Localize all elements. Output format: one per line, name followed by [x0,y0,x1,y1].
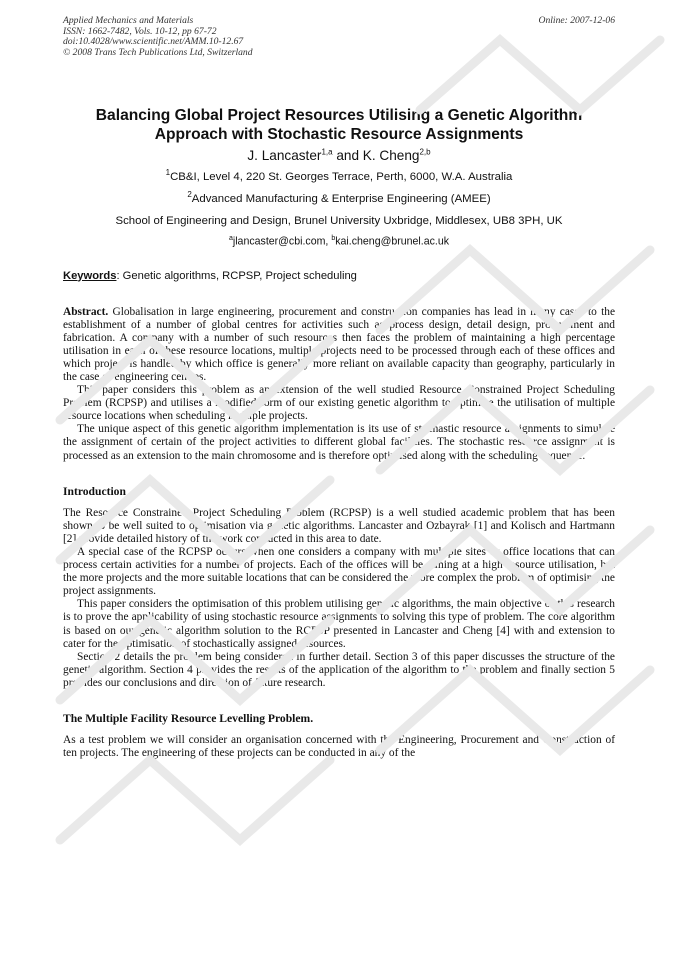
author-1-sup: 1,a [321,147,333,157]
journal-name: Applied Mechanics and Materials [63,15,194,26]
intro-paragraph-2: A special case of the RCPSP occurs when one considers a company with multiple sites or office locations that can process certain activities for a number of projects. Each of the offices will be aiming at a high resource utilisation, but the more projects and the more suitable locations that can be considered the more complex the problem of optimising the project assignments. [63,545,615,598]
affiliation-1 [63,170,615,185]
abstract-paragraph-3: The unique aspect of this genetic algorithm implementation is its use of stochastic resource assignments to simulate the assignment of certain of the project activities to different global facilities. The stochastic resource assignment is processed as an extension to the main chromosome and is therefore optimised along with the scheduling sequence. [63,423,615,462]
email-1-sup: a [228,235,233,242]
section-2-heading: The Multiple Facility Resource Levelling Problem. [63,711,314,725]
title-line-2: Approach with Stochastic Resource Assignments [154,126,524,143]
email-2: kai.cheng@brunel.ac.uk [335,235,450,248]
email-1: jlancaster@cbi.com, [232,235,332,248]
author-2: K. Cheng [362,148,420,163]
affiliation-3: School of Engineering and Design, Brunel University Uxbridge, Middlesex, UB8 3PH, UK [115,215,563,227]
publication-meta [63,16,615,64]
affiliation-2-text: Advanced Manufacturing & Enterprise Engineering (AMEE) [191,193,491,205]
keywords-label: Keywords [63,269,117,282]
affiliation-2 [63,192,615,207]
email-2-sup: b [331,235,336,242]
author-line [63,147,615,165]
abstract-label: Abstract. [63,305,109,318]
title-line-1: Balancing Global Project Resources Utilising a Genetic Algorithm [95,107,583,124]
issn-line: ISSN: 1662-7482, Vols. 10-12, pp 67-72 [63,25,217,37]
abstract-paragraph-2: This paper considers this problem as an extension of the well studied Resource Constrained Project Scheduling Problem (RCPSP) and utilises a modified form of our existing genetic algorithm to optimise the utilisation of multiple resource locations when scheduling multiple projects. [63,384,615,423]
affiliation-1-sup: 1 [165,168,171,178]
author-1: J. Lancaster [247,148,322,163]
email-line [63,235,615,248]
copyright-line: © 2008 Trans Tech Publications Ltd, Switzerland [63,46,253,58]
author-and: and [332,148,363,163]
introduction-heading: Introduction [63,484,126,498]
intro-paragraph-4: Section 2 details the problem being considered in further detail. Section 3 of this paper discusses the structure of the genetic algorithm. Section 4 provides the results of the application of the algorithm to the problem and finally section 5 provides our conclusions and direction of future research. [63,650,615,689]
keywords [63,270,615,282]
doi-line: doi:10.4028/www.scientific.net/AMM.10-12.67 [63,36,244,47]
keywords-text: : Genetic algorithms, RCPSP, Project scheduling [116,269,357,282]
affiliation-1-text: CB&I, Level 4, 220 St. Georges Terrace, Perth, 6000, W.A. Australia [170,171,513,183]
abstract-p1-text: Globalisation in large engineering, procurement and construction companies has lead in many cases to the establishment of a number of global centres for activities such as process design, detail design, procurement and fabrication. A company with a number of such resources then faces the problem of maintaining a high percentage utilisation in each of these resource locations, multiple projects need to be processed through each of these offices and which project is handled by which office is generally more reliant on available capacity than geography, particularly in the case of engineering centres. [63,305,615,383]
affiliation-2-sup: 2 [187,190,192,200]
section-2-paragraph-1: As a test problem we will consider an organisation concerned with the Engineering, Procurement and Construction of ten projects. The engineering of these projects can be conducted in any of the [63,733,615,760]
intro-paragraph-3: This paper considers the optimisation of this problem utilising genetic algorithms, the main objective of this research is to prove the applicability of using stochastic resource assignments to solving this type of problem. The core algorithm is based on our genetic algorithm solution to the RCPSP presented in Lancaster and Cheng [4] with and extension to cater for the optimisation of stochastically assigned resources. [63,598,615,650]
intro-paragraph-1: The Resource Constrained Project Scheduling Problem (RCPSP) is a well studied academic problem that has been shown to be well suited to optimisation via genetic algorithms. Lancaster and Ozbayrak [1] and Kolisch and Hartmann [2] provide detailed history of the work conducted in this area to date. [63,506,615,545]
author-2-sup: 2,b [419,147,431,157]
paper-title [63,106,615,144]
abstract-paragraph-1 [63,306,615,385]
online-date: Online: 2007-12-06 [538,15,615,26]
